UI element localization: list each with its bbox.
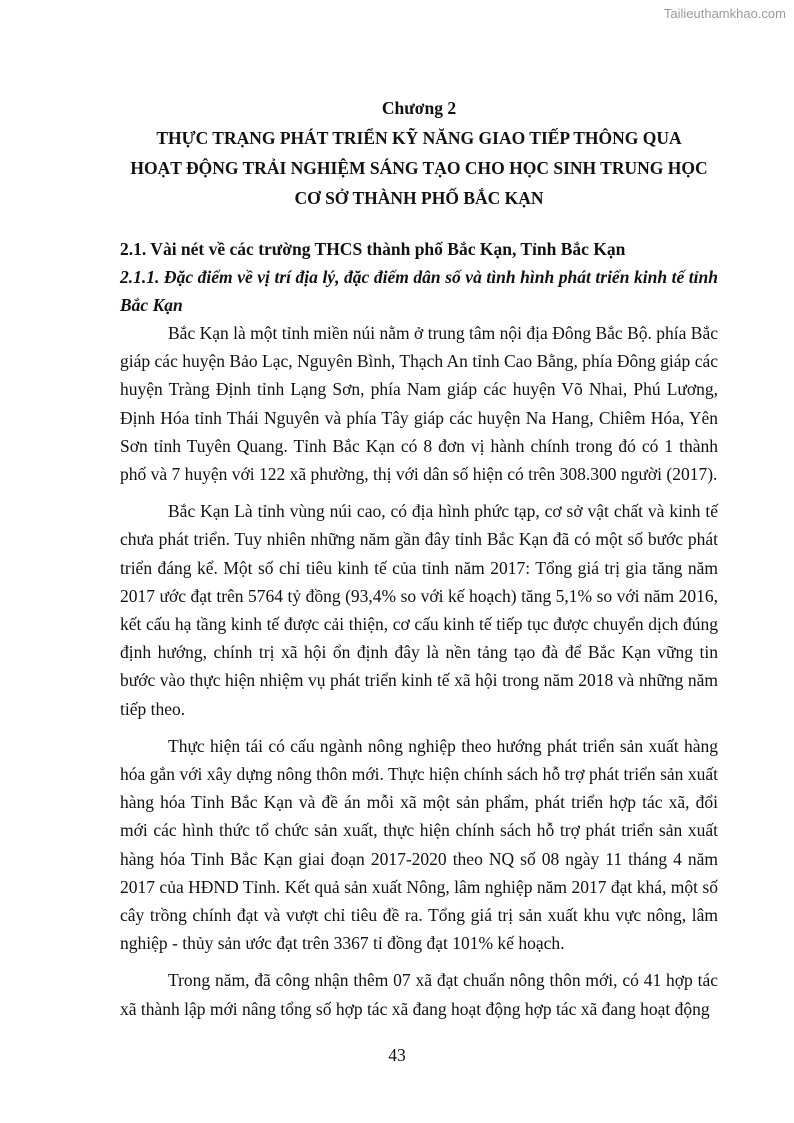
- chapter-title-line-3: CƠ SỞ THÀNH PHỐ BẮC KẠN: [294, 188, 544, 208]
- page-number: 43: [388, 1045, 406, 1065]
- body-paragraph: Bắc Kạn Là tỉnh vùng núi cao, có địa hình phức tạp, cơ sở vật chất và kinh tế chưa phát triển. Tuy nhiên những năm gần đây tỉnh Bắc Kạn đã có một số bước phát triển đáng kể. Một số chỉ tiêu kinh tế của tỉnh năm 2017: Tổng giá trị gia tăng năm 2017 ước đạt trên 5764 tỷ đồng (93,4% so với kế hoạch) tăng 5,1% so với năm 2016, kết cấu hạ tầng kinh tế được cải thiện, cơ cấu kinh tế tiếp tục được chuyển dịch đúng định hướng, chính trị xã hội ổn định đây là nền tảng tạo đà để Bắc Kạn vững tin bước vào thực hiện nhiệm vụ phát triển kinh tế xã hội trong năm 2018 và những năm tiếp theo.: [120, 501, 718, 719]
- body-paragraph: Trong năm, đã công nhận thêm 07 xã đạt chuẩn nông thôn mới, có 41 hợp tác xã thành lập mới nâng tổng số hợp tác xã đang hoạt động hợp tác xã đang hoạt động: [120, 970, 718, 1019]
- chapter-label: Chương 2: [381, 98, 457, 118]
- chapter-title-line-1: THỰC TRẠNG PHÁT TRIỂN KỸ NĂNG GIAO TIẾP THÔNG QUA: [156, 128, 682, 148]
- body-paragraph: Bắc Kạn là một tỉnh miền núi nằm ở trung tâm nội địa Đông Bắc Bộ. phía Bắc giáp các huyện Bảo Lạc, Nguyên Bình, Thạch An tỉnh Cao Bằng, phía Đông giáp các huyện Tràng Định tỉnh Lạng Sơn, phía Nam giáp các huyện Võ Nhai, Phú Lương, Định Hóa tỉnh Thái Nguyên và phía Tây giáp các huyện Na Hang, Chiêm Hóa, Yên Sơn tỉnh Tuyên Quang. Tỉnh Bắc Kạn có 8 đơn vị hành chính trong đó có 1 thành phố và 7 huyện với 122 xã phường, thị với dân số hiện có trên 308.300 người (2017).: [120, 323, 718, 485]
- watermark: Tailieuthamkhao.com: [663, 6, 786, 21]
- subsection-heading: 2.1.1. Đặc điểm về vị trí địa lý, đặc điểm dân số và tình hình phát triển kinh tế tỉnh Bắc Kạn: [120, 267, 718, 315]
- document-page: [120, 93, 718, 1032]
- chapter-title-line-2: HOẠT ĐỘNG TRẢI NGHIỆM SÁNG TẠO CHO HỌC SINH TRUNG HỌC: [130, 158, 708, 178]
- section-heading: 2.1. Vài nét về các trường THCS thành phố Bắc Kạn, Tỉnh Bắc Kạn: [120, 239, 626, 259]
- body-paragraph: Thực hiện tái có cấu ngành nông nghiệp theo hướng phát triển sản xuất hàng hóa gắn với xây dựng nông thôn mới. Thực hiện chính sách hỗ trợ phát triển sản xuất hàng hóa Tỉnh Bắc Kạn và đề án mỗi xã một sản phẩm, phát triển hợp tác xã, đổi mới các hình thức tổ chức sản xuất, thực hiện chính sách hỗ trợ phát triển sản xuất hàng hóa Tỉnh Bắc Kạn giai đoạn 2017-2020 theo NQ số 08 ngày 11 tháng 4 năm 2017 của HĐND Tỉnh. Kết quả sản xuất Nông, lâm nghiệp năm 2017 đạt khá, một số cây trồng chính đạt và vượt chỉ tiêu đề ra. Tổng giá trị sản xuất khu vực nông, lâm nghiệp - thủy sản ước đạt trên 3367 tỉ đồng đạt 101% kế hoạch.: [120, 735, 718, 954]
